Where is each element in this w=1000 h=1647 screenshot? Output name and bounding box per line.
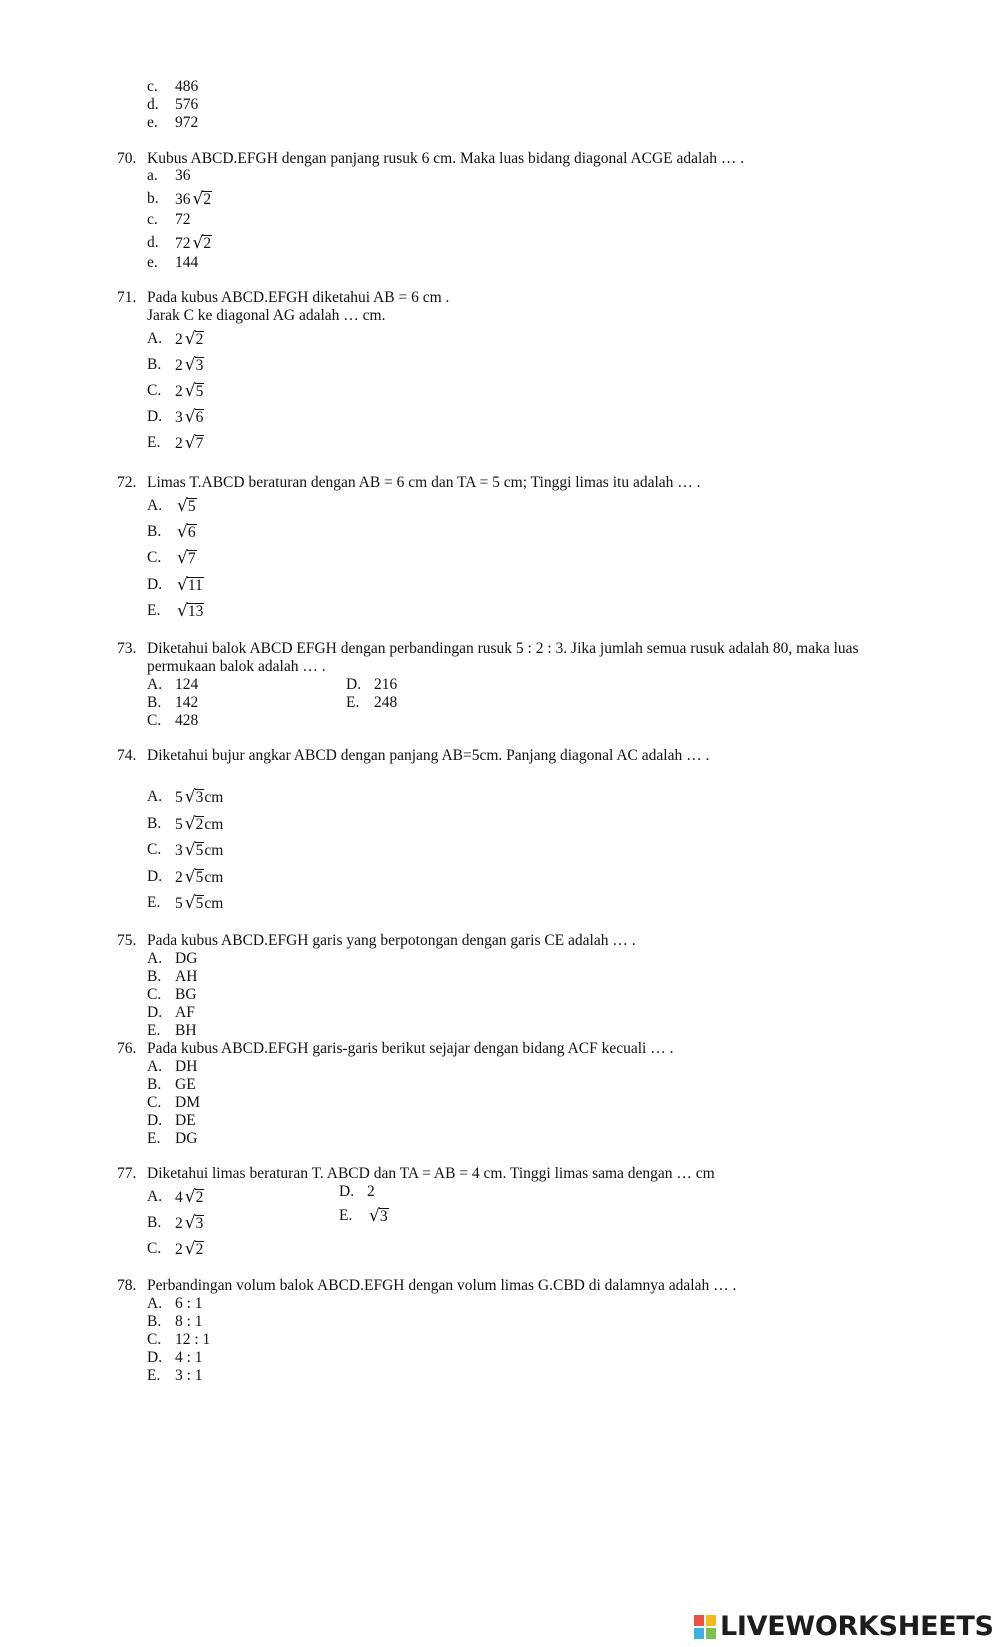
option-label: E. bbox=[147, 1022, 161, 1039]
sqrt-symbol-icon: √ bbox=[177, 522, 188, 542]
option-value: DE bbox=[175, 1112, 196, 1129]
option-coefficient: 144 bbox=[175, 254, 199, 271]
option-label: D. bbox=[147, 1349, 163, 1366]
option-value bbox=[175, 211, 191, 229]
option-value bbox=[175, 254, 198, 272]
question-text bbox=[147, 474, 907, 492]
sqrt-symbol-icon: √ bbox=[184, 1187, 196, 1207]
option-value bbox=[175, 1188, 204, 1207]
question-text-line: Pada kubus ABCD.EFGH garis yang berpotongan dengan garis CE adalah … . bbox=[147, 932, 636, 949]
option-label: A. bbox=[147, 1058, 163, 1075]
option-value bbox=[175, 1240, 204, 1259]
option-coefficient: 5 bbox=[175, 816, 183, 833]
sqrt-symbol-icon: √ bbox=[184, 867, 196, 887]
radicand: 11 bbox=[187, 577, 203, 594]
option-label: A. bbox=[147, 676, 163, 693]
option-coefficient: 2 bbox=[175, 1215, 183, 1232]
sqrt-expression bbox=[185, 330, 205, 349]
question-text bbox=[147, 747, 907, 765]
radicand: 3 bbox=[195, 1215, 204, 1232]
logo-square-yellow bbox=[706, 1615, 716, 1626]
question-text-line: Limas T.ABCD beraturan dengan AB = 6 cm dan TA = 5 cm; Tinggi limas itu adalah … . bbox=[147, 474, 701, 491]
option-label: C. bbox=[147, 1240, 162, 1257]
option-label: b. bbox=[147, 190, 159, 207]
option-value: DG bbox=[175, 1130, 198, 1147]
option-value: BG bbox=[175, 986, 197, 1003]
option-label: C. bbox=[147, 382, 162, 399]
radicand: 2 bbox=[203, 235, 212, 252]
question-text bbox=[147, 1040, 907, 1058]
option-label: E. bbox=[147, 1130, 161, 1147]
question-text-line: Perbandingan volum balok ABCD.EFGH dengan volum limas G.CBD di dalamnya adalah … . bbox=[147, 1277, 737, 1294]
option-label: A. bbox=[147, 330, 163, 347]
option-label: D. bbox=[339, 1183, 355, 1200]
option-coefficient: 3 bbox=[175, 409, 183, 426]
sqrt-symbol-icon: √ bbox=[184, 329, 196, 349]
option-coefficient: 2 bbox=[367, 1183, 375, 1200]
option-label: d. bbox=[147, 234, 159, 251]
sqrt-symbol-icon: √ bbox=[184, 840, 196, 860]
sqrt-symbol-icon: √ bbox=[184, 407, 196, 427]
option-label: e. bbox=[147, 254, 158, 271]
question-text-line: Jarak C ke diagonal AG adalah … cm. bbox=[147, 307, 386, 324]
option-value bbox=[175, 523, 197, 542]
option-unit: cm bbox=[204, 789, 224, 806]
option-value bbox=[175, 549, 197, 568]
option-value bbox=[367, 1183, 375, 1201]
question-text bbox=[147, 289, 907, 325]
option-value bbox=[175, 190, 212, 209]
option-value bbox=[175, 330, 204, 349]
radicand: 5 bbox=[195, 895, 204, 912]
option-coefficient: 2 bbox=[175, 435, 183, 452]
option-label: E. bbox=[339, 1207, 353, 1224]
option-label: B. bbox=[147, 356, 162, 373]
option-label: B. bbox=[147, 1214, 162, 1231]
option-label: B. bbox=[147, 968, 162, 985]
option-value: 6 : 1 bbox=[175, 1295, 203, 1312]
logo-square-green bbox=[706, 1628, 716, 1639]
option-label: a. bbox=[147, 167, 158, 184]
question-text-line: Diketahui bujur angkar ABCD dengan panjang AB=5cm. Panjang diagonal AC adalah … . bbox=[147, 747, 710, 764]
radicand: 3 bbox=[195, 357, 204, 374]
option-label: A. bbox=[147, 497, 163, 514]
option-label: D. bbox=[147, 1112, 163, 1129]
option-coefficient: 4 bbox=[175, 1189, 183, 1206]
sqrt-symbol-icon: √ bbox=[192, 233, 204, 253]
logo-square-red bbox=[694, 1615, 704, 1626]
logo-grid-icon bbox=[694, 1615, 716, 1639]
sqrt-expression bbox=[185, 408, 205, 427]
option-value bbox=[175, 868, 223, 887]
option-label: B. bbox=[147, 815, 162, 832]
option-coefficient: 2 bbox=[175, 383, 183, 400]
radicand: 3 bbox=[379, 1208, 388, 1225]
question-text bbox=[147, 150, 907, 168]
option-coefficient: 2 bbox=[175, 357, 183, 374]
sqrt-symbol-icon: √ bbox=[184, 433, 196, 453]
option-label: E. bbox=[147, 1367, 161, 1384]
option-value: 12 : 1 bbox=[175, 1331, 211, 1348]
option-value: 8 : 1 bbox=[175, 1313, 203, 1330]
option-unit: cm bbox=[204, 895, 224, 912]
option-label: D. bbox=[147, 408, 163, 425]
sqrt-expression bbox=[369, 1207, 389, 1226]
option-label: c. bbox=[147, 78, 158, 95]
option-label: D. bbox=[346, 676, 362, 693]
sqrt-expression bbox=[185, 894, 205, 913]
logo-square-blue bbox=[694, 1628, 704, 1639]
sqrt-expression bbox=[185, 788, 205, 807]
option-label: A. bbox=[147, 1295, 163, 1312]
option-label: D. bbox=[147, 576, 163, 593]
option-value bbox=[175, 894, 223, 913]
option-label: C. bbox=[147, 549, 162, 566]
option-value bbox=[175, 434, 204, 453]
option-label: B. bbox=[147, 1313, 162, 1330]
question-text-line: permukaan balok adalah … . bbox=[147, 658, 326, 675]
question-number: 76. bbox=[117, 1040, 137, 1057]
sqrt-symbol-icon: √ bbox=[184, 355, 196, 375]
option-label: B. bbox=[147, 523, 162, 540]
option-value: DH bbox=[175, 1058, 198, 1075]
option-value bbox=[175, 788, 223, 807]
radicand: 3 bbox=[195, 789, 204, 806]
radicand: 2 bbox=[195, 816, 204, 833]
sqrt-expression bbox=[185, 815, 205, 834]
question-text-line: Kubus ABCD.EFGH dengan panjang rusuk 6 cm. Maka luas bidang diagonal ACGE adalah … . bbox=[147, 150, 745, 167]
sqrt-expression bbox=[185, 356, 205, 375]
radicand: 5 bbox=[195, 869, 204, 886]
option-coefficient: 3 bbox=[175, 842, 183, 859]
option-value bbox=[175, 576, 204, 595]
option-value bbox=[175, 815, 223, 834]
option-value bbox=[175, 382, 204, 401]
radicand: 7 bbox=[187, 550, 196, 567]
option-value bbox=[367, 1207, 389, 1226]
sqrt-symbol-icon: √ bbox=[177, 496, 188, 516]
question-text bbox=[147, 932, 907, 950]
radicand: 2 bbox=[203, 191, 212, 208]
sqrt-symbol-icon: √ bbox=[184, 787, 196, 807]
question-text-line: Diketahui balok ABCD EFGH dengan perbandingan rusuk 5 : 2 : 3. Jika jumlah semua rusuk adalah 80, maka luas bbox=[147, 640, 859, 657]
sqrt-symbol-icon: √ bbox=[177, 575, 188, 595]
sqrt-symbol-icon: √ bbox=[184, 1239, 196, 1259]
question-text-line: Pada kubus ABCD.EFGH diketahui AB = 6 cm . bbox=[147, 289, 450, 306]
option-label: C. bbox=[147, 1331, 162, 1348]
option-coefficient: 36 bbox=[175, 167, 191, 184]
option-label: C. bbox=[147, 1094, 162, 1111]
option-coefficient: 72 bbox=[175, 211, 191, 228]
sqrt-symbol-icon: √ bbox=[184, 893, 196, 913]
option-value: 428 bbox=[175, 712, 199, 729]
sqrt-symbol-icon: √ bbox=[184, 814, 196, 834]
option-label: A. bbox=[147, 788, 163, 805]
option-label: B. bbox=[147, 694, 162, 711]
question-text-line: Pada kubus ABCD.EFGH garis-garis berikut sejajar dengan bidang ACF kecuali … . bbox=[147, 1040, 674, 1057]
radicand: 2 bbox=[195, 1241, 204, 1258]
radicand: 5 bbox=[195, 383, 204, 400]
option-value: 248 bbox=[374, 694, 398, 711]
radicand: 5 bbox=[187, 498, 196, 515]
sqrt-expression bbox=[177, 602, 204, 621]
option-value: 972 bbox=[175, 114, 199, 131]
option-label: D. bbox=[147, 868, 163, 885]
option-value: 3 : 1 bbox=[175, 1367, 203, 1384]
question-number: 74. bbox=[117, 747, 137, 764]
sqrt-symbol-icon: √ bbox=[369, 1206, 380, 1226]
option-unit: cm bbox=[204, 869, 224, 886]
option-label: C. bbox=[147, 712, 162, 729]
option-value: 576 bbox=[175, 96, 199, 113]
radicand: 2 bbox=[195, 1189, 204, 1206]
option-unit: cm bbox=[204, 842, 224, 859]
option-coefficient: 2 bbox=[175, 1241, 183, 1258]
sqrt-symbol-icon: √ bbox=[177, 548, 188, 568]
question-number: 72. bbox=[117, 474, 137, 491]
question-text bbox=[147, 1165, 907, 1183]
option-value: 216 bbox=[374, 676, 398, 693]
question-number: 73. bbox=[117, 640, 137, 657]
sqrt-symbol-icon: √ bbox=[184, 381, 196, 401]
sqrt-expression bbox=[185, 841, 205, 860]
sqrt-expression bbox=[185, 868, 205, 887]
question-number: 78. bbox=[117, 1277, 137, 1294]
option-value: BH bbox=[175, 1022, 197, 1039]
question-number: 75. bbox=[117, 932, 137, 949]
option-value bbox=[175, 356, 204, 375]
sqrt-expression bbox=[185, 1214, 205, 1233]
option-value: 142 bbox=[175, 694, 199, 711]
option-label: A. bbox=[147, 950, 163, 967]
option-unit: cm bbox=[204, 816, 224, 833]
question-number: 70. bbox=[117, 150, 137, 167]
radicand: 2 bbox=[195, 331, 204, 348]
sqrt-expression bbox=[177, 576, 204, 595]
option-value: GE bbox=[175, 1076, 196, 1093]
sqrt-expression bbox=[177, 549, 197, 568]
radicand: 13 bbox=[187, 603, 204, 620]
option-value bbox=[175, 602, 204, 621]
sqrt-expression bbox=[185, 434, 205, 453]
question-number: 77. bbox=[117, 1165, 137, 1182]
radicand: 7 bbox=[195, 435, 204, 452]
option-label: C. bbox=[147, 986, 162, 1003]
option-coefficient: 5 bbox=[175, 789, 183, 806]
sqrt-expression bbox=[177, 497, 197, 516]
option-label: D. bbox=[147, 1004, 163, 1021]
option-coefficient: 72 bbox=[175, 235, 191, 252]
option-value: AH bbox=[175, 968, 198, 985]
option-value bbox=[175, 167, 191, 185]
sqrt-expression bbox=[193, 234, 213, 253]
sqrt-expression bbox=[185, 382, 205, 401]
option-label: E. bbox=[147, 602, 161, 619]
option-label: E. bbox=[147, 894, 161, 911]
question-text bbox=[147, 640, 907, 676]
option-label: e. bbox=[147, 114, 158, 131]
option-label: B. bbox=[147, 1076, 162, 1093]
option-value: 486 bbox=[175, 78, 199, 95]
sqrt-symbol-icon: √ bbox=[184, 1213, 196, 1233]
option-label: E. bbox=[147, 434, 161, 451]
logo-wordmark: LIVEWORKSHEETS bbox=[720, 1611, 994, 1642]
option-value bbox=[175, 1214, 204, 1233]
question-text bbox=[147, 1277, 907, 1295]
radicand: 5 bbox=[195, 842, 204, 859]
option-value bbox=[175, 497, 197, 516]
option-value: DG bbox=[175, 950, 198, 967]
sqrt-expression bbox=[193, 190, 213, 209]
option-value: AF bbox=[175, 1004, 195, 1021]
option-label: c. bbox=[147, 211, 158, 228]
option-value bbox=[175, 841, 223, 860]
sqrt-expression bbox=[185, 1240, 205, 1259]
sqrt-expression bbox=[185, 1188, 205, 1207]
radicand: 6 bbox=[187, 524, 196, 541]
option-coefficient: 2 bbox=[175, 869, 183, 886]
option-value: DM bbox=[175, 1094, 200, 1111]
option-label: C. bbox=[147, 841, 162, 858]
option-value: 124 bbox=[175, 676, 199, 693]
option-coefficient: 2 bbox=[175, 331, 183, 348]
option-label: A. bbox=[147, 1188, 163, 1205]
radicand: 6 bbox=[195, 409, 204, 426]
option-value: 4 : 1 bbox=[175, 1349, 203, 1366]
option-label: E. bbox=[346, 694, 360, 711]
sqrt-symbol-icon: √ bbox=[192, 189, 204, 209]
sqrt-expression bbox=[177, 523, 197, 542]
sqrt-symbol-icon: √ bbox=[177, 601, 188, 621]
option-label: d. bbox=[147, 96, 159, 113]
option-value bbox=[175, 234, 212, 253]
option-value bbox=[175, 408, 204, 427]
question-text-line: Diketahui limas beraturan T. ABCD dan TA = AB = 4 cm. Tinggi limas sama dengan … cm bbox=[147, 1165, 715, 1182]
question-number: 71. bbox=[117, 289, 137, 306]
option-coefficient: 36 bbox=[175, 191, 191, 208]
option-coefficient: 5 bbox=[175, 895, 183, 912]
